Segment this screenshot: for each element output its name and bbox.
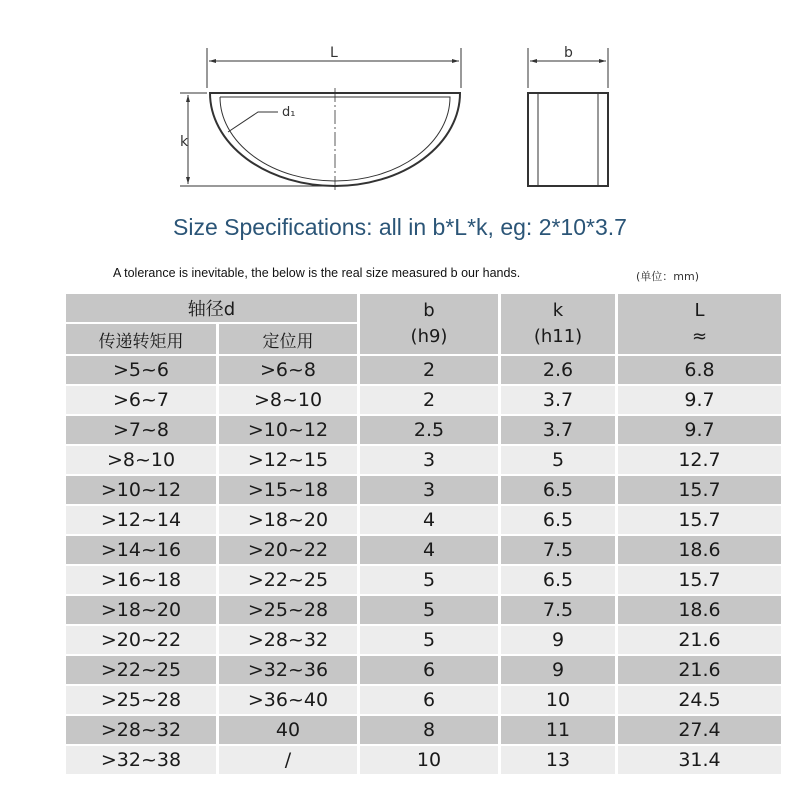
cell-torque: >16~18	[66, 566, 216, 594]
cell-L: 31.4	[618, 746, 781, 774]
table-row	[66, 746, 781, 774]
cell-position: >12~15	[219, 446, 357, 474]
cell-k: 5	[501, 446, 615, 474]
cell-L: 18.6	[618, 596, 781, 624]
cell-L: 15.7	[618, 476, 781, 504]
cell-L: 15.7	[618, 566, 781, 594]
cell-k: 13	[501, 746, 615, 774]
cell-L: 6.8	[618, 356, 781, 384]
table-row	[66, 446, 781, 474]
cell-k: 7.5	[501, 596, 615, 624]
cell-torque: >12~14	[66, 506, 216, 534]
cell-b: 5	[360, 566, 498, 594]
cell-b: 3	[360, 476, 498, 504]
cell-position: >6~8	[219, 356, 357, 384]
cell-position: >32~36	[219, 656, 357, 684]
cell-k: 11	[501, 716, 615, 744]
col-k-label: k	[552, 300, 564, 321]
cell-b: 6	[360, 686, 498, 714]
cell-k: 3.7	[501, 386, 615, 414]
cell-b: 10	[360, 746, 498, 774]
cell-k: 7.5	[501, 536, 615, 564]
cell-position: >18~20	[219, 506, 357, 534]
cell-torque: >28~32	[66, 716, 216, 744]
table-row	[66, 596, 781, 624]
cell-position: 40	[219, 716, 357, 744]
col-b-label: b	[423, 300, 435, 321]
cell-b: 2.5	[360, 416, 498, 444]
cell-position: >22~25	[219, 566, 357, 594]
cell-position: >20~22	[219, 536, 357, 564]
spec-table	[63, 292, 778, 776]
cell-L: 15.7	[618, 506, 781, 534]
label-d1: d₁	[282, 105, 296, 120]
cell-position: >8~10	[219, 386, 357, 414]
cell-L: 12.7	[618, 446, 781, 474]
cell-k: 6.5	[501, 566, 615, 594]
cell-L: 21.6	[618, 656, 781, 684]
cell-L: 18.6	[618, 536, 781, 564]
col-k-header	[501, 294, 615, 354]
key-drawing	[0, 0, 800, 200]
front-view	[180, 48, 461, 190]
cell-b: 5	[360, 596, 498, 624]
cell-k: 6.5	[501, 476, 615, 504]
cell-L: 9.7	[618, 386, 781, 414]
cell-k: 6.5	[501, 506, 615, 534]
cell-torque: >25~28	[66, 686, 216, 714]
shaft-diameter-header: 轴径d	[66, 294, 357, 322]
col-L-approx: ≈	[691, 326, 708, 347]
cell-b: 3	[360, 446, 498, 474]
tolerance-note: A tolerance is inevitable, the below is the real size measured b our hands.	[113, 266, 521, 280]
cell-b: 2	[360, 356, 498, 384]
table-row	[66, 416, 781, 444]
table-row	[66, 356, 781, 384]
table-row	[66, 686, 781, 714]
cell-position: >28~32	[219, 626, 357, 654]
cell-position: >10~12	[219, 416, 357, 444]
cell-k: 9	[501, 626, 615, 654]
cell-torque: >22~25	[66, 656, 216, 684]
col-k-tolerance: (h11)	[533, 326, 583, 347]
cell-k: 9	[501, 656, 615, 684]
positioning-header: 定位用	[219, 324, 357, 354]
unit-label: (单位：mm)	[636, 270, 700, 283]
table-row	[66, 566, 781, 594]
cell-torque: >6~7	[66, 386, 216, 414]
side-view	[528, 48, 608, 186]
col-L-label: L	[694, 300, 705, 321]
cell-k: 3.7	[501, 416, 615, 444]
cell-L: 9.7	[618, 416, 781, 444]
table-row	[66, 626, 781, 654]
cell-torque: >32~38	[66, 746, 216, 774]
cell-torque: >5~6	[66, 356, 216, 384]
col-b-tolerance: (h9)	[410, 326, 448, 347]
col-L-header	[618, 294, 781, 354]
cell-L: 24.5	[618, 686, 781, 714]
col-b-header	[360, 294, 498, 354]
cell-k: 10	[501, 686, 615, 714]
label-k: k	[180, 134, 189, 150]
cell-L: 27.4	[618, 716, 781, 744]
cell-position: /	[219, 746, 357, 774]
label-b: b	[564, 45, 573, 61]
cell-position: >36~40	[219, 686, 357, 714]
cell-position: >15~18	[219, 476, 357, 504]
cell-b: 2	[360, 386, 498, 414]
table-row	[66, 506, 781, 534]
cell-torque: >14~16	[66, 536, 216, 564]
torque-header: 传递转矩用	[66, 324, 216, 354]
size-spec-headline: Size Specifications: all in b*L*k, eg: 2*10*3.7	[173, 214, 627, 240]
cell-L: 21.6	[618, 626, 781, 654]
table-row	[66, 536, 781, 564]
spec-table-body	[66, 356, 781, 774]
cell-b: 5	[360, 626, 498, 654]
table-row	[66, 386, 781, 414]
table-row	[66, 716, 781, 744]
cell-torque: >20~22	[66, 626, 216, 654]
table-row	[66, 656, 781, 684]
cell-position: >25~28	[219, 596, 357, 624]
label-L: L	[330, 45, 338, 61]
cell-b: 4	[360, 506, 498, 534]
table-row	[66, 476, 781, 504]
cell-torque: >18~20	[66, 596, 216, 624]
cell-torque: >10~12	[66, 476, 216, 504]
cell-k: 2.6	[501, 356, 615, 384]
cell-b: 8	[360, 716, 498, 744]
cell-torque: >7~8	[66, 416, 216, 444]
cell-b: 6	[360, 656, 498, 684]
cell-b: 4	[360, 536, 498, 564]
cell-torque: >8~10	[66, 446, 216, 474]
